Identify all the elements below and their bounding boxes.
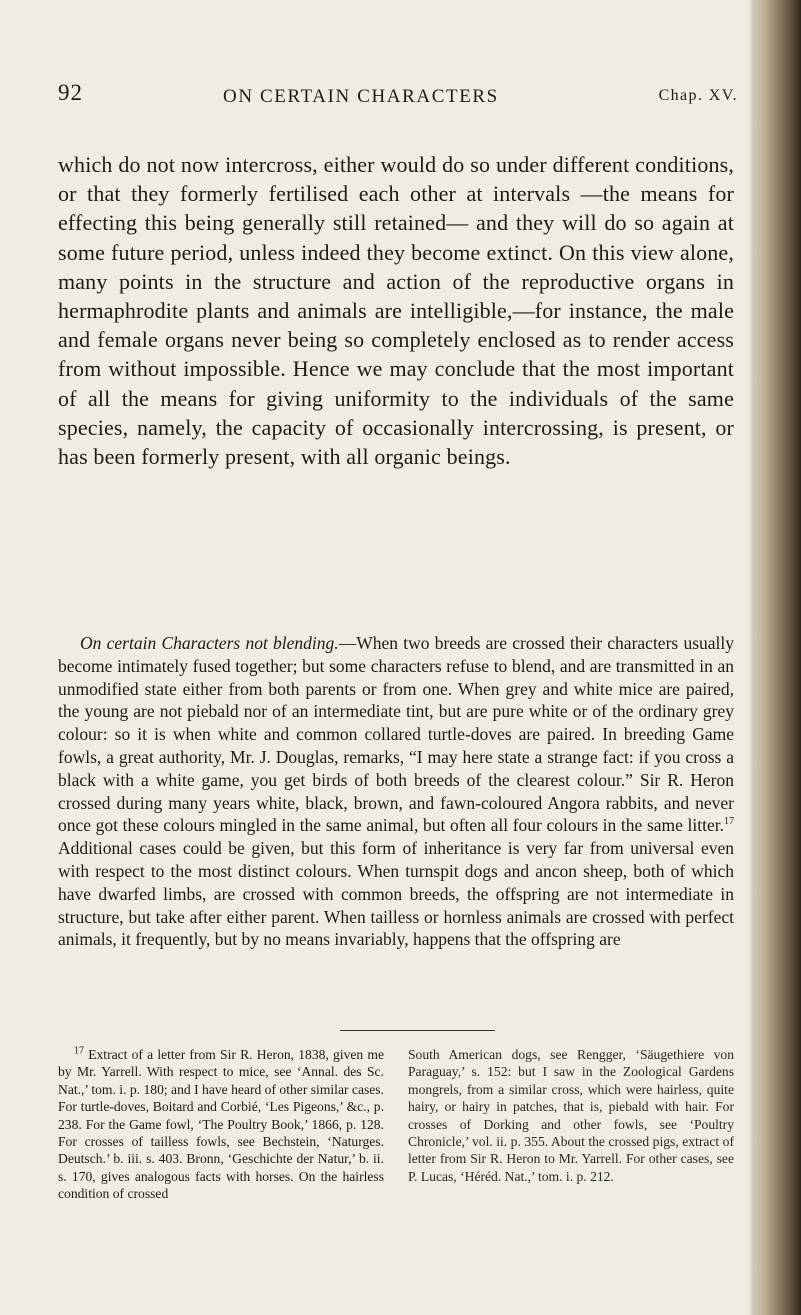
chapter-label: Chap. XV. bbox=[658, 87, 738, 104]
footnote-divider bbox=[340, 1030, 495, 1031]
section-text-part-1: —When two breeds are crossed their characters usually become intimately fused together; but some characters refuse to blend, and are transmitted in an unmodified state either from both parents or from one. When grey and white mice are paired, the young are not piebald nor of an intermediate tint, but are pure white or of the ordinary grey colour: so it is when white and common collared turtle-doves are paired. In breeding Game fowls, a great authority, Mr. J. Douglas, remarks, “I may here state a strange fact: if you cross a black with a white game, you get birds of both breeds of the clearest colour.” Sir R. Heron crossed during many years white, black, brown, and fawn-coloured Angora rabbits, and never once got these colours mingled in the same animal, but often all four colours in the same litter. bbox=[58, 633, 735, 836]
footnotes bbox=[58, 1046, 734, 1203]
section-paragraph bbox=[58, 632, 734, 951]
footnote-number: 17 bbox=[74, 1045, 84, 1057]
footnote-reference[interactable]: 17 bbox=[724, 816, 734, 828]
body-paragraph: which do not now intercross, either would do so under different conditions, or that they formerly fertilised each other at intervals —the means for effecting this being generally still retained— and they will do so again at some future period, unless indeed they become extinct. On this view alone, many points in the structure and action of the reproductive organs in hermaphrodite plants and animals are intelligible,—for instance, the male and female organs never being so completely enclosed as to render access from without impossible. Hence we may conclude that the most important of all the means for giving uniformity to the individuals of the same species, namely, the capacity of occasionally intercrossing, is present, or has been formerly present, with all organic beings. bbox=[58, 152, 734, 470]
book-spine-edge bbox=[755, 0, 801, 1315]
running-title: ON CERTAIN CHARACTERS bbox=[223, 86, 499, 107]
page-number: 92 bbox=[58, 80, 83, 105]
footnote-left-text: Extract of a letter from Sir R. Heron, 1838, given me by Mr. Yarrell. With respect to mice, see ‘Annal. des Sc. Nat.,’ tom. i. p. 180; and I have heard of other similar cases. For turtle-doves, Boitard and Corbié, ‘Les Pigeons,’ &c., p. 238. For the Game fowl, ‘The Poultry Book,’ 1866, p. 128. For crosses of tailless fowls, see Bechstein, ‘Naturges. Deutsch.’ b. iii. s. 403. Bronn, ‘Geschichte der Natur,’ b. ii. s. 170, gives analogous facts with horses. On the hairless condition of crossed bbox=[58, 1047, 385, 1202]
section-text-part-2: Additional cases could be given, but this form of inheritance is very far from universal even with respect to the most distinct colours. When turnspit dogs and ancon sheep, both of which have dwarfed limbs, are crossed with common breeds, the offspring are not intermediate in structure, but take after either parent. When tailless or hornless animals are crossed with perfect animals, it frequently, but by no means invariably, happens that the offspring are bbox=[58, 838, 734, 950]
footnote-left-column bbox=[58, 1046, 384, 1203]
page-header bbox=[58, 80, 738, 110]
footnote-right-column: South American dogs, see Rengger, ‘Säugethiere von Paraguay,’ s. 152: but I saw in the Zoological Gardens mongrels, from a similar cross, which were hairless, quite hairy, or hairy in patches, that is, piebald with hair. For crosses of Dorking and other fowls, see ‘Poultry Chronicle,’ vol. ii. p. 355. About the crossed pigs, extract of letter from Sir R. Heron to Mr. Yarrell. For other cases, see P. Lucas, ‘Héréd. Nat.,’ tom. i. p. 212. bbox=[408, 1047, 734, 1184]
section-title: On certain Characters not blending. bbox=[80, 633, 339, 653]
